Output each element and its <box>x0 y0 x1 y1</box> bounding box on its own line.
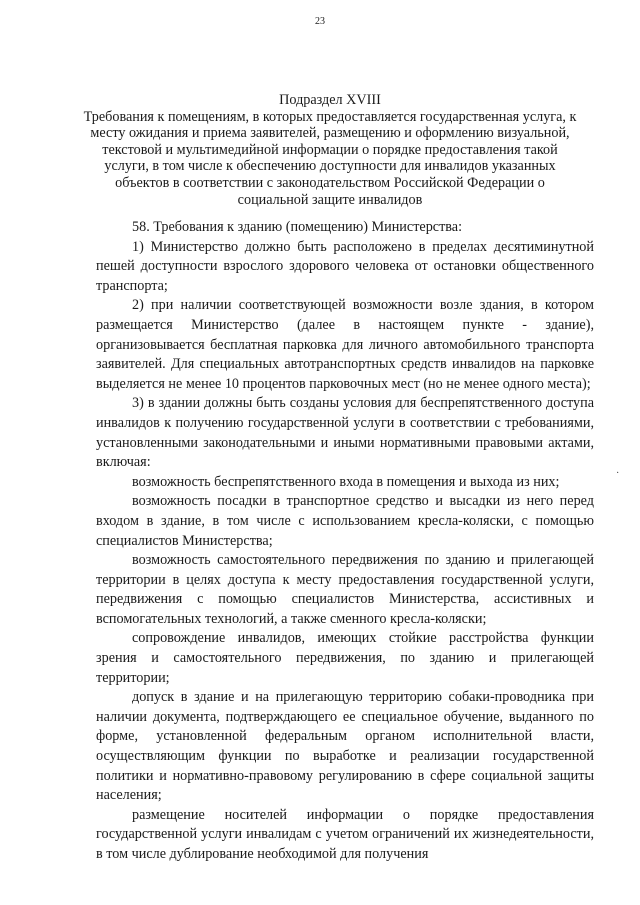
section-subtitle: Требования к помещениям, в которых предоставляется государственная услуга, к месту ожидания и приема заявителей, размещению и оформлению визуальной, текстовой и мультимедийной информации о порядке предоставления такой услуги, в том числе к обеспечению доступности для инвалидов указанных объектов в соответствии с законодательством Российской Федерации о социальной защите инвалидов <box>83 108 577 208</box>
paragraph: 58. Требования к зданию (помещению) Министерства: <box>132 219 463 235</box>
paragraph: 3) в здании должны быть созданы условия для беспрепятственного доступа инвалидов к получению государственной услуги в соответствии с требованиями, установленными законодательными и иными нормативными правовыми актами, включая: <box>96 395 594 471</box>
paragraph: 2) при наличии соответствующей возможности возле здания, в котором размещается Министерство (далее в настоящем пункте - здание), организовывается бесплатная парковка для личного автомобильного транспорта заявителей. Для специальных автотранспортных средств инвалидов на парковке выделяется не менее 10 процентов парковочных мест (но не менее одного места); <box>96 297 594 392</box>
paragraph: возможность самостоятельного передвижения по зданию и прилегающей территории в целях доступа к месту предоставления государственной услуги, передвижения с помощью специалистов Министерства, ассистивных и вспомогательных технологий, а также сменного кресла-коляски; <box>96 552 594 627</box>
section-heading <box>80 92 580 208</box>
paragraph: размещение носителей информации о порядке предоставления государственной услуги инвалидам с учетом ограничений их жизнедеятельности, в том числе дублирование необходимой для получения <box>96 806 594 862</box>
document-body <box>96 218 594 865</box>
paragraph: допуск в здание и на прилегающую территорию собаки-проводника при наличии документа, подтверждающего ее специальное обучение, выданного по форме, установленной федеральным органом исполнительной власти, осуществляющим функции по выработке и реализации государственной политики и нормативно-правовому регулированию в сфере социальной защиты населения; <box>96 689 594 804</box>
paragraph: сопровождение инвалидов, имеющих стойкие расстройства функции зрения и самостоятельного передвижения, по зданию и прилегающей территории; <box>96 630 594 686</box>
paragraph: возможность беспрепятственного входа в помещения и выхода из них; <box>132 473 560 490</box>
margin-mark: · <box>616 468 620 479</box>
paragraph: возможность посадки в транспортное средство и высадки из него перед входом в здание, в том числе с использованием кресла-коляски, с помощью специалистов Министерства; <box>96 493 594 549</box>
paragraph: 1) Министерство должно быть расположено в пределах десятиминутной пешей доступности взрослого здорового человека от остановки общественного транспорта; <box>96 238 594 294</box>
page-number: 23 <box>315 16 325 27</box>
section-title: Подраздел XVIII <box>279 92 381 108</box>
